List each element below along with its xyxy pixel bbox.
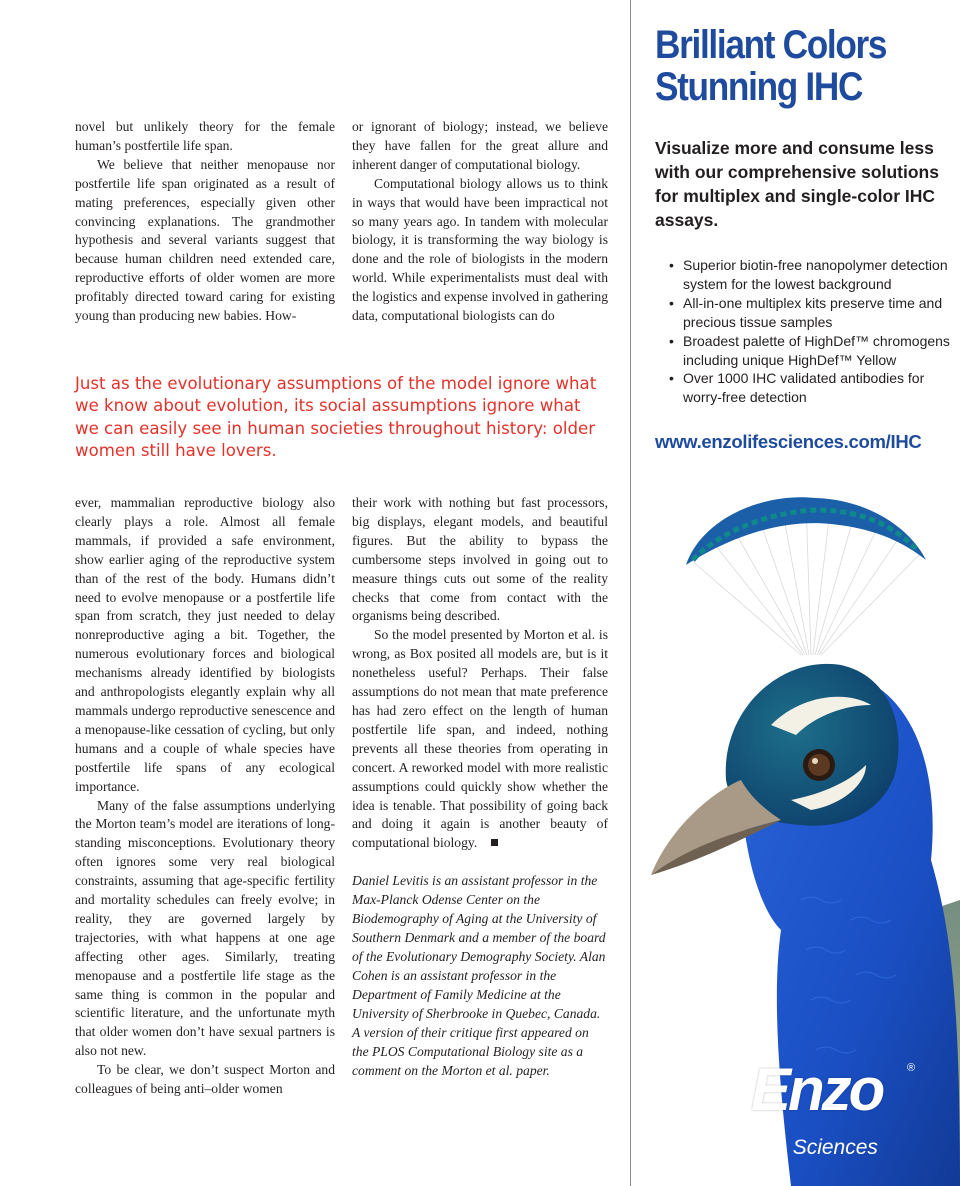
author-bio: Daniel Levitis is an assistant professor in the Max-Planck Odense Center on the Biodemography of Aging at the University of Southern Denmark and a member of the board of the Evolutionary Demography Society. Alan Cohen is an assistant professor in the Department of Family Medicine at the University of Sherbrooke in Quebec, Canada. A version of their critique first appeared on the PLOS Computational Biology site as a comment on the Morton et al. paper. xyxy=(352,873,606,1079)
article-column-2-top xyxy=(352,118,608,326)
ad-url-link[interactable]: www.enzolifesciences.com/IHC xyxy=(655,431,922,452)
enzo-advertisement[interactable] xyxy=(631,0,960,1186)
ad-bullet-list xyxy=(669,256,959,407)
article-column-1-bottom xyxy=(75,494,335,1099)
paragraph: or ignorant of biology; instead, we believe they have fallen for the great allure and inherent danger of computational biology. xyxy=(352,119,608,172)
ad-bullet: • Broadest palette of HighDef™ chromogens including unique HighDef™ Yellow xyxy=(669,332,959,370)
paragraph: ever, mammalian reproductive biology also clearly plays a role. Almost all female mammals, if provided a safe environment, show earlier aging of the reproductive system than of the rest of the body. Humans didn’t need to evolve menopause or a postfertile life span from scratch, they just needed to delay nonreproductive aging a bit. Together, the numerous evolutionary forces and biological mechanisms already identified by biologists and anthropologists elegantly explain why all mammals undergo reproductive senescence and a menopause-like cessation of cycling, but only humans and a couple of whale species have postfertile life spans of any ecological importance. xyxy=(75,495,335,794)
ad-bullet: • Over 1000 IHC validated antibodies for worry-free detection xyxy=(669,369,959,407)
ad-subheadline: Visualize more and consume less with our comprehensive solutions for multiplex and single-color IHC assays. xyxy=(655,138,939,230)
paragraph: novel but unlikely theory for the female human’s postfertile life span. xyxy=(75,119,335,153)
ad-bullet: • All-in-one multiplex kits preserve time and precious tissue samples xyxy=(669,294,959,332)
article-column-2-bottom xyxy=(352,494,608,1080)
registered-mark: ® xyxy=(907,1062,916,1074)
ad-headline-line-2: Stunning IHC xyxy=(655,65,863,109)
paragraph xyxy=(352,626,608,853)
paragraph: Computational biology allows us to think in ways that would have been impractical not so many years ago. In tandem with molecular biology, it is transforming the way biology is done and the role of biologists in the modern world. While experimentalists must deal with the logistics and expense involved in gathering data, computational biologists can do xyxy=(352,175,608,324)
paragraph: To be clear, we don’t suspect Morton and colleagues of being anti–older women xyxy=(75,1062,335,1097)
paragraph: their work with nothing but fast processors, big displays, elegant models, and beautiful figures. But the ability to bypass the cumbersome steps involved in going out to measure things cuts out some of the reality checks that come from contact with the organisms being described. xyxy=(352,495,608,624)
paragraph: Many of the false assumptions underlying the Morton team’s model are iterations of long-standing misconceptions. Evolutionary theory often ignores some very real biological constraints, assuming that age-specific fertility and mortality schedules can freely evolve; in reality, they are governed largely by trajectories, with what happens at one age affecting other ages. Similarly, treating menopause and a postfertile life stage as the same thing is common in the popular and scientific literature, and the unfortunate myth that older women don’t have sexual partners is also not new. xyxy=(75,797,335,1059)
paragraph-text: So the model presented by Morton et al. is wrong, as Box posited all models are, but is it nonetheless useful? Perhaps. Their false assumptions do not mean that mate preference has had zero effect on the length of human postfertile life span, and indeed, nothing prevents all these theories from operating in concert. A reworked model with more realistic assumptions could quickly show whether the idea is tenable. That possibility of going back and doing it again is another beauty of computational biology. xyxy=(352,627,608,851)
enzo-logo-tagline: Life Sciences xyxy=(753,1136,878,1159)
ad-bullet: • Superior biotin-free nanopolymer detection system for the lowest background xyxy=(669,256,959,294)
pull-quote: Just as the evolutionary assumptions of the model ignore what we know about evolution, its social assumptions ignore what we can easily see in human societies throughout history: older women still have lovers. xyxy=(75,374,597,460)
ad-headline-line-1: Brilliant Colors xyxy=(655,23,887,67)
article-column-1-top xyxy=(75,118,335,326)
paragraph: We believe that neither menopause nor postfertile life span originated as a result of mating preferences, especially given other convincing explanations. The grandmother hypothesis and several variants suggest that because human children need extended care, reproductive efforts of older women are more profitably directed toward caring for existing young than producing new babies. How- xyxy=(75,156,335,324)
ad-headline xyxy=(655,24,919,108)
enzo-logo-text: Enzo xyxy=(751,1056,883,1123)
end-mark-icon xyxy=(491,839,498,846)
